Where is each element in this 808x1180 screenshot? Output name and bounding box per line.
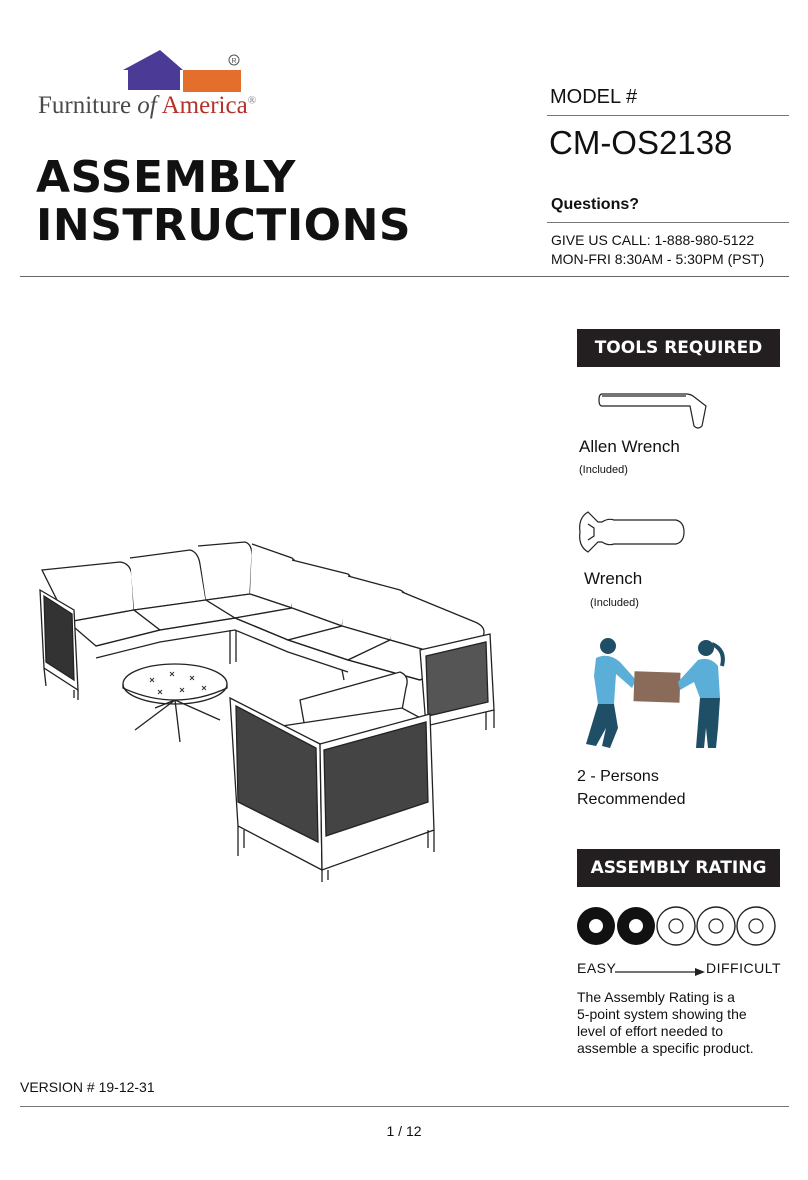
persons-recommended: Recommended — [577, 791, 686, 808]
model-label: MODEL # — [550, 86, 638, 108]
rating-circle-empty-icon — [737, 907, 775, 945]
divider — [547, 222, 789, 223]
allen-wrench-label: Allen Wrench — [579, 437, 680, 456]
rating-description-line: 5-point system showing the — [577, 1006, 747, 1022]
assembly-rating-heading: ASSEMBLY RATING — [577, 849, 780, 887]
contact-phone: GIVE US CALL: 1-888-980-5122 — [551, 232, 755, 248]
rating-circle-filled-icon — [617, 907, 655, 945]
version-label: VERSION # 19-12-31 — [20, 1079, 155, 1095]
wrench-icon — [578, 508, 688, 556]
page-title-line1: ASSEMBLY — [36, 152, 296, 203]
model-number: CM-OS2138 — [549, 124, 733, 161]
questions-heading: Questions? — [551, 196, 640, 213]
page-number: 1 / 12 — [386, 1123, 422, 1139]
tools-required-heading: TOOLS REQUIRED — [577, 329, 780, 367]
divider — [547, 115, 789, 116]
allen-wrench-included: (Included) — [579, 464, 628, 476]
sectional-sofa-illustration — [30, 530, 500, 890]
rating-circle-filled-icon — [577, 907, 615, 945]
rating-circle-empty-icon — [697, 907, 735, 945]
rating-description-line: level of effort needed to — [577, 1023, 724, 1039]
rating-difficult-label: DIFFICULT — [706, 960, 782, 976]
divider — [20, 1106, 789, 1107]
wrench-included: (Included) — [590, 597, 639, 609]
arrow-right-icon — [615, 967, 705, 977]
rating-circles — [575, 905, 785, 947]
two-persons-icon — [576, 632, 736, 757]
svg-text:R: R — [231, 58, 237, 65]
persons-label: 2 - Persons — [577, 768, 659, 785]
rating-description-line: assemble a specific product. — [577, 1040, 754, 1056]
divider — [20, 276, 789, 277]
contact-hours: MON-FRI 8:30AM - 5:30PM (PST) — [551, 251, 765, 267]
rating-description-line: The Assembly Rating is a — [577, 989, 735, 1005]
page-title-line2: INSTRUCTIONS — [36, 200, 412, 251]
rating-easy-label: EASY — [577, 960, 617, 976]
rating-circle-empty-icon — [657, 907, 695, 945]
brand-name: Furniture of America® — [38, 92, 257, 119]
wrench-label: Wrench — [584, 569, 643, 588]
allen-wrench-icon — [598, 386, 718, 432]
